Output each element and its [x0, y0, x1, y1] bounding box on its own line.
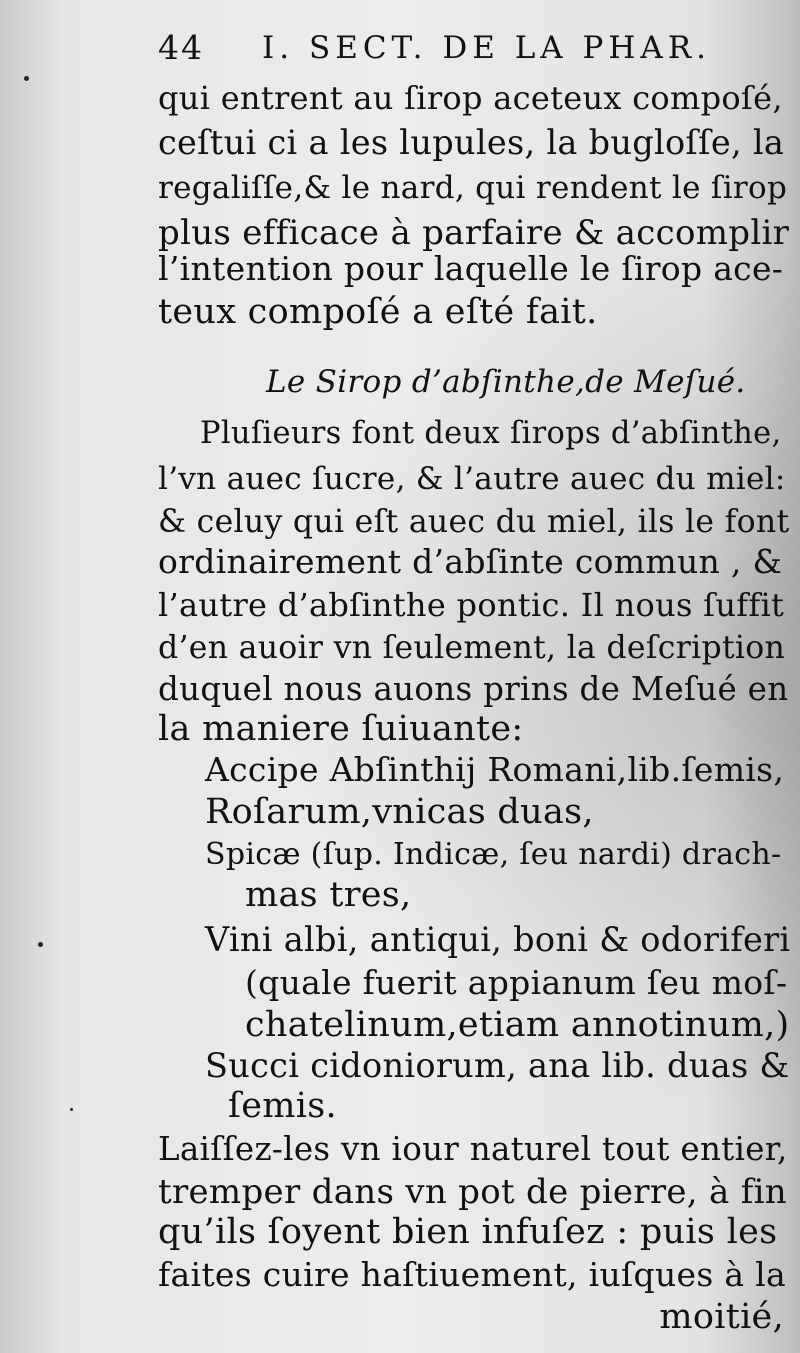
ink-speck: [70, 1108, 73, 1111]
section-subtitle: Le Sirop d’abſinthe,de Meſué.: [266, 364, 746, 400]
text-line: plus efficace à parfaire & accomplir: [158, 213, 790, 253]
recipe-line: Accipe Abſinthij Romani,lib.ſemis,: [205, 750, 785, 789]
recipe-line: mas tres,: [245, 875, 412, 915]
paragraph-line: l’autre d’abſinthe pontic. Il nous ſuffit: [158, 586, 785, 624]
running-title: I. SECT. DE LA PHAR.: [262, 30, 712, 66]
closing-line: Laiſſez-les vn iour naturel tout entier,: [158, 1130, 788, 1168]
page-number: 44: [158, 28, 204, 67]
recipe-line: Spicæ (ſup. Indicæ, ſeu nardi) drach-: [205, 837, 782, 872]
text-line: ceſtui ci a les lupules, la bugloſſe, la: [158, 123, 785, 162]
recipe-line: Roſarum,vnicas duas,: [205, 792, 594, 832]
paragraph-line: duquel nous auons prins de Meſué en: [158, 670, 789, 708]
text-line: teux compoſé a eſté fait.: [158, 292, 598, 332]
catchword: moitié,: [659, 1297, 784, 1337]
paragraph-line: d’en auoir vn ſeulement, la deſcription: [158, 630, 786, 666]
closing-line: tremper dans vn pot de pierre, à fin: [158, 1172, 787, 1212]
recipe-line: ſemis.: [228, 1086, 337, 1126]
closing-line: qu’ils ſoyent bien infuſez : puis les: [158, 1212, 778, 1252]
closing-line: faites cuire haſtiuement, iuſques à la: [158, 1255, 786, 1294]
paragraph-line: Pluſieurs font deux ſirops d’abſinthe,: [200, 416, 782, 451]
recipe-line: Succi cidoniorum, ana lib. duas &: [205, 1046, 790, 1085]
recipe-line: Vini albi, antiqui, boni & odoriferi: [205, 920, 791, 959]
recipe-line: (quale fuerit appianum ſeu moſ-: [245, 963, 788, 1002]
ink-speck: [24, 76, 29, 81]
paragraph-line: l’vn auec ſucre, & l’autre auec du miel:: [158, 461, 786, 497]
text-line: l’intention pour laquelle le ſirop ace-: [158, 249, 784, 288]
paragraph-line: la maniere ſuiuante:: [158, 709, 524, 749]
text-line: regaliſſe,& le nard, qui rendent le ſirop: [158, 170, 788, 206]
paragraph-line: ordinairement d’abſinte commun , &: [158, 542, 783, 581]
text-line: qui entrent au ſirop aceteux compoſé,: [158, 79, 783, 117]
recipe-line: chatelinum,etiam annotinum,): [245, 1005, 790, 1045]
paragraph-line: & celuy qui eſt auec du miel, ils le font: [158, 504, 790, 540]
ink-speck: [38, 942, 43, 947]
